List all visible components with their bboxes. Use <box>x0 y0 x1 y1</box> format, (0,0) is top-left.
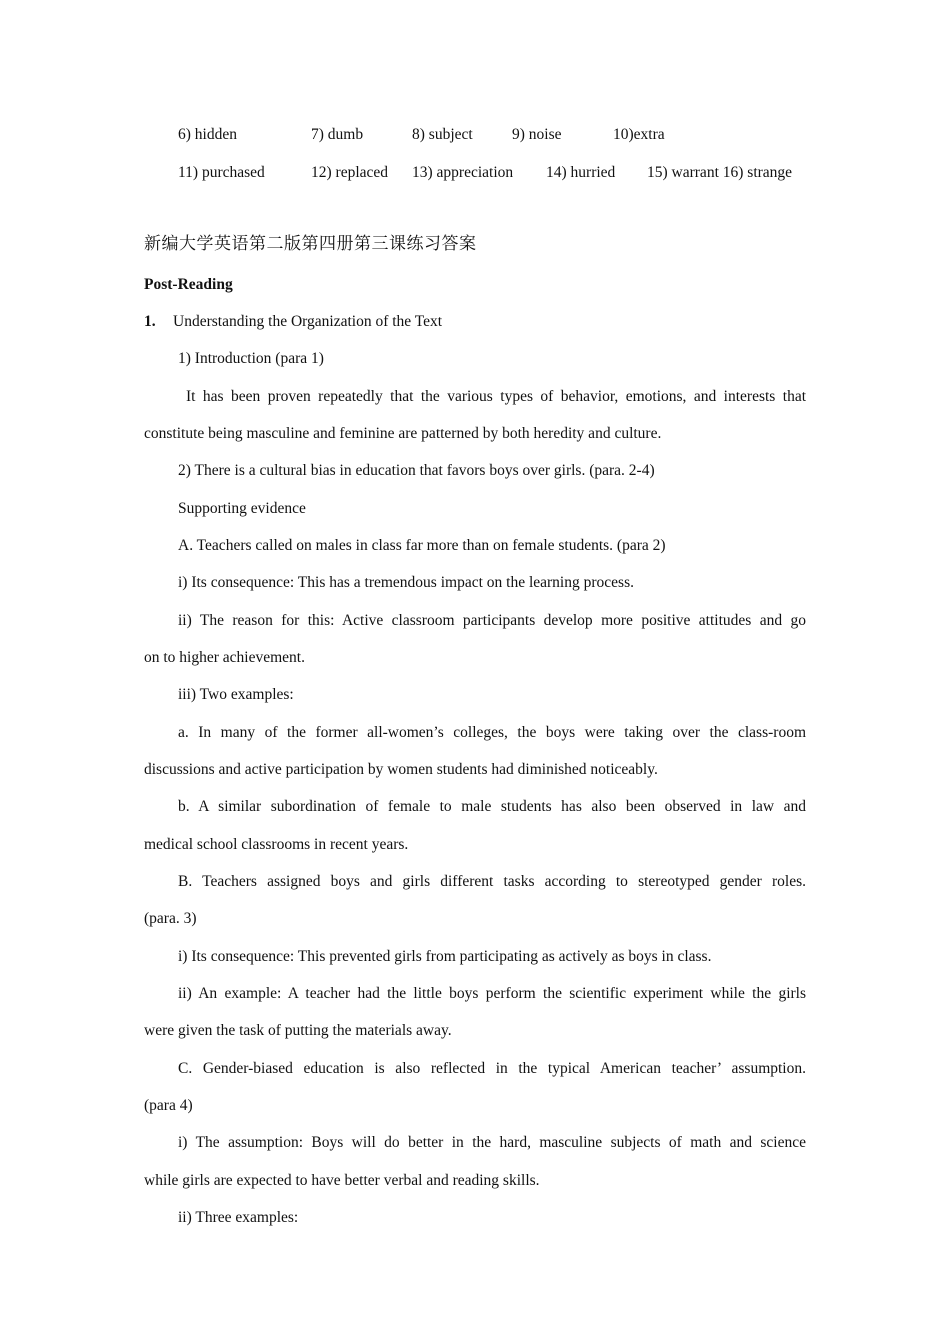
outline-line: a. In many of the former all-women’s colleges, the boys were taking over the class-room <box>178 724 806 741</box>
vocab-item: 6) hidden <box>178 126 237 143</box>
item-title: Understanding the Organization of the Text <box>173 313 443 330</box>
outline-line: on to higher achievement. <box>144 649 305 666</box>
outline-line: ii) Three examples: <box>178 1209 299 1226</box>
vocab-item: 15) warrant 16) strange <box>647 164 793 181</box>
vocab-item: 13) appreciation <box>412 164 514 181</box>
outline-line: (para. 3) <box>144 910 197 927</box>
outline-line: iii) Two examples: <box>178 686 294 703</box>
vocab-item: 10)extra <box>613 126 665 143</box>
outline-line: Supporting evidence <box>178 500 306 517</box>
outline-line: i) Its consequence: This prevented girls from participating as actively as boys in class. <box>178 948 712 965</box>
section-title: Post-Reading <box>144 276 233 293</box>
item-heading <box>144 312 442 332</box>
vocab-item: 8) subject <box>412 126 473 143</box>
vocab-item: 12) replaced <box>311 164 389 181</box>
outline-line: were given the task of putting the materials away. <box>144 1022 452 1039</box>
vocab-item: 11) purchased <box>178 164 265 181</box>
outline-line: b. A similar subordination of female to male students has also been observed in law and <box>178 798 806 815</box>
outline-line: while girls are expected to have better verbal and reading skills. <box>144 1172 540 1189</box>
outline-line: 2) There is a cultural bias in education that favors boys over girls. (para. 2-4) <box>178 462 655 479</box>
vocab-item: 7) dumb <box>311 126 364 143</box>
outline-line: ii) The reason for this: Active classroom participants develop more positive attitudes and go <box>178 612 806 629</box>
document-heading: 新编大学英语第二版第四册第三课练习答案 <box>144 234 477 253</box>
outline-line: A. Teachers called on males in class far more than on female students. (para 2) <box>178 537 666 554</box>
item-number: 1. <box>144 313 156 330</box>
outline-line: 1) Introduction (para 1) <box>178 350 324 367</box>
outline-line: discussions and active participation by women students had diminished noticeably. <box>144 761 658 778</box>
vocab-item: 9) noise <box>512 126 562 143</box>
outline-line: It has been proven repeatedly that the various types of behavior, emotions, and interests that <box>186 388 806 405</box>
vocab-item: 14) hurried <box>546 164 616 181</box>
outline-line: C. Gender-biased education is also reflected in the typical American teacher’ assumption. <box>178 1060 806 1077</box>
outline-line: i) The assumption: Boys will do better in the hard, masculine subjects of math and science <box>178 1134 806 1151</box>
outline-line: (para 4) <box>144 1097 193 1114</box>
outline-line: medical school classrooms in recent years. <box>144 836 409 853</box>
outline-line: constitute being masculine and feminine are patterned by both heredity and culture. <box>144 425 662 442</box>
outline-line: B. Teachers assigned boys and girls different tasks according to stereotyped gender roles. <box>178 873 806 890</box>
outline-line: i) Its consequence: This has a tremendous impact on the learning process. <box>178 574 634 591</box>
outline-line: ii) An example: A teacher had the little boys perform the scientific experiment while the girls <box>178 985 806 1002</box>
